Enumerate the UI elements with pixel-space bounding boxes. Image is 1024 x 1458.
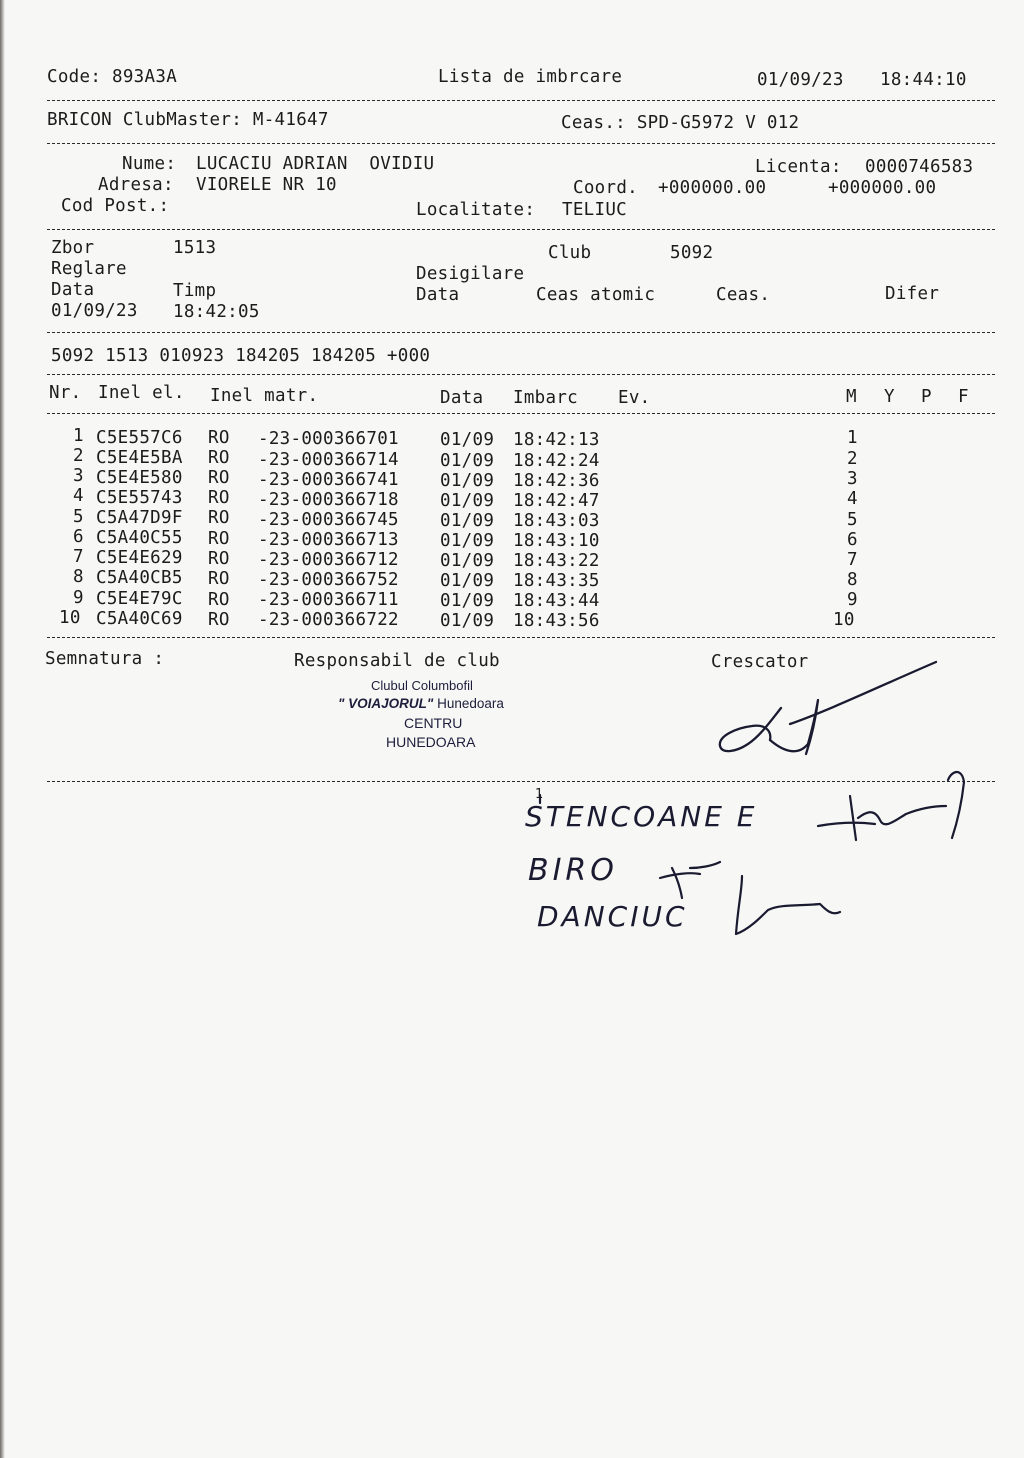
- col-inel-matr: Inel matr.: [210, 386, 319, 406]
- address-value: VIORELE NR 10: [196, 175, 337, 195]
- row-m: 4: [847, 489, 858, 509]
- row-country: RO: [208, 448, 230, 468]
- coord-x: +000000.00: [658, 178, 767, 198]
- row-inel-el: C5A40C69: [96, 609, 183, 629]
- row-country: RO: [208, 428, 230, 448]
- zbor-value: 1513: [173, 238, 217, 258]
- name-label: Nume:: [122, 154, 177, 174]
- summary-line: 5092 1513 010923 184205 184205 +000: [51, 346, 431, 366]
- row-matr: -23-000366714: [258, 450, 399, 470]
- row-imbarc: 18:43:22: [513, 551, 600, 571]
- col-ev: Ev.: [618, 388, 651, 408]
- document-title: Lista de imbrcare: [438, 67, 623, 87]
- stamp-line-3: CENTRU: [404, 715, 463, 731]
- col-nr: Nr.: [49, 383, 82, 403]
- stamp-club-name: " VOIAJORUL": [338, 696, 434, 711]
- col-inel-el: Inel el.: [98, 383, 185, 403]
- row-m: 10: [833, 610, 855, 630]
- row-matr: -23-000366701: [258, 429, 399, 449]
- coord-label: Coord.: [573, 178, 639, 198]
- reglare-label: Reglare: [51, 259, 127, 279]
- code-label: Code: 893A3A: [47, 67, 178, 87]
- handwritten-line-1: STENCOANE E: [525, 800, 758, 833]
- row-imbarc: 18:43:35: [513, 571, 600, 591]
- device-id: BRICON ClubMaster: M-41647: [47, 110, 329, 130]
- row-imbarc: 18:43:10: [513, 531, 600, 551]
- row-nr: 4: [73, 486, 84, 506]
- timp-label: Timp: [173, 281, 217, 301]
- row-inel-el: C5E4E580: [96, 468, 183, 488]
- row-imbarc: 18:42:24: [513, 451, 600, 471]
- row-imbarc: 18:42:47: [513, 491, 600, 511]
- row-country: RO: [208, 590, 230, 610]
- row-matr: -23-000366712: [258, 550, 399, 570]
- col-p: P: [921, 387, 932, 407]
- row-data: 01/09: [440, 451, 495, 471]
- handwritten-line-2: BIRO: [528, 853, 618, 888]
- difer-label: Difer: [885, 284, 940, 304]
- col-imbarc: Imbarc: [513, 388, 579, 408]
- row-imbarc: 18:43:03: [513, 511, 600, 531]
- row-data: 01/09: [440, 471, 495, 491]
- ceas-label: Ceas.: [716, 285, 771, 305]
- clock-id: Ceas.: SPD-G5972 V 012: [561, 113, 800, 133]
- row-data: 01/09: [440, 571, 495, 591]
- row-imbarc: 18:43:56: [513, 611, 600, 631]
- reglare-time: 18:42:05: [173, 302, 260, 322]
- row-m: 8: [847, 570, 858, 590]
- coord-y: +000000.00: [828, 178, 937, 198]
- row-inel-el: C5A40C55: [96, 528, 183, 548]
- row-data: 01/09: [440, 551, 495, 571]
- row-nr: 6: [73, 527, 84, 547]
- mark-one: 1: [535, 787, 544, 802]
- row-m: 1: [847, 428, 858, 448]
- row-imbarc: 18:43:44: [513, 591, 600, 611]
- row-imbarc: 18:42:36: [513, 471, 600, 491]
- stamp-line-4: HUNEDOARA: [386, 734, 476, 750]
- row-m: 6: [847, 530, 858, 550]
- row-nr: 10: [59, 608, 81, 628]
- col-f: F: [958, 387, 969, 407]
- row-matr: -23-000366713: [258, 530, 399, 550]
- row-country: RO: [208, 468, 230, 488]
- row-inel-el: C5E4E79C: [96, 589, 183, 609]
- row-m: 5: [847, 510, 858, 530]
- desigilare-label: Desigilare: [416, 264, 525, 284]
- data-label: Data: [51, 280, 95, 300]
- row-inel-el: C5A47D9F: [96, 508, 183, 528]
- row-m: 9: [847, 590, 858, 610]
- signature-label: Semnatura :: [45, 649, 165, 669]
- locality-label: Localitate:: [416, 200, 536, 220]
- row-inel-el: C5E557C6: [96, 428, 183, 448]
- club-label: Club: [548, 243, 592, 263]
- reglare-date: 01/09/23: [51, 301, 138, 321]
- row-data: 01/09: [440, 491, 495, 511]
- col-data: Data: [440, 388, 484, 408]
- club-value: 5092: [670, 243, 714, 263]
- name-value: LUCACIU ADRIAN OVIDIU: [196, 154, 435, 174]
- row-matr: -23-000366745: [258, 510, 399, 530]
- row-nr: 5: [73, 507, 84, 527]
- row-data: 01/09: [440, 531, 495, 551]
- row-imbarc: 18:42:13: [513, 430, 600, 450]
- print-date: 01/09/23: [757, 70, 844, 90]
- print-time: 18:44:10: [880, 70, 967, 90]
- row-m: 2: [847, 449, 858, 469]
- row-nr: 1: [73, 426, 84, 446]
- row-nr: 7: [73, 547, 84, 567]
- postcode-label: Cod Post.:: [61, 196, 170, 216]
- license-value: 0000746583: [865, 157, 974, 177]
- row-nr: 3: [73, 466, 84, 486]
- locality-value: TELIUC: [562, 200, 628, 220]
- row-data: 01/09: [440, 611, 495, 631]
- stamp-line-1: Clubul Columbofil: [371, 678, 473, 693]
- row-matr: -23-000366752: [258, 570, 399, 590]
- row-data: 01/09: [440, 591, 495, 611]
- row-data: 01/09: [440, 430, 495, 450]
- row-nr: 2: [73, 446, 84, 466]
- row-country: RO: [208, 549, 230, 569]
- desigilare-data-label: Data: [416, 285, 460, 305]
- row-inel-el: C5A40CB5: [96, 568, 183, 588]
- row-matr: -23-000366711: [258, 590, 399, 610]
- row-country: RO: [208, 508, 230, 528]
- row-m: 3: [847, 469, 858, 489]
- row-country: RO: [208, 569, 230, 589]
- license-label: Licenta:: [755, 157, 842, 177]
- row-country: RO: [208, 610, 230, 630]
- row-inel-el: C5E4E5BA: [96, 448, 183, 468]
- ceas-atomic-label: Ceas atomic: [536, 285, 656, 305]
- row-inel-el: C5E55743: [96, 488, 183, 508]
- row-matr: -23-000366718: [258, 490, 399, 510]
- col-m: M: [846, 387, 857, 407]
- row-data: 01/09: [440, 511, 495, 531]
- club-responsible-label: Responsabil de club: [294, 651, 500, 671]
- row-nr: 9: [73, 588, 84, 608]
- row-country: RO: [208, 529, 230, 549]
- stamp-city: Hunedoara: [437, 696, 504, 711]
- row-m: 7: [847, 550, 858, 570]
- row-inel-el: C5E4E629: [96, 548, 183, 568]
- row-matr: -23-000366722: [258, 610, 399, 630]
- col-y: Y: [884, 387, 895, 407]
- handwritten-line-3: DANCIUC: [537, 900, 688, 933]
- breeder-label: Crescator: [711, 652, 809, 672]
- row-country: RO: [208, 488, 230, 508]
- row-nr: 8: [73, 567, 84, 587]
- address-label: Adresa:: [98, 175, 174, 195]
- zbor-label: Zbor: [51, 238, 95, 258]
- row-matr: -23-000366741: [258, 470, 399, 490]
